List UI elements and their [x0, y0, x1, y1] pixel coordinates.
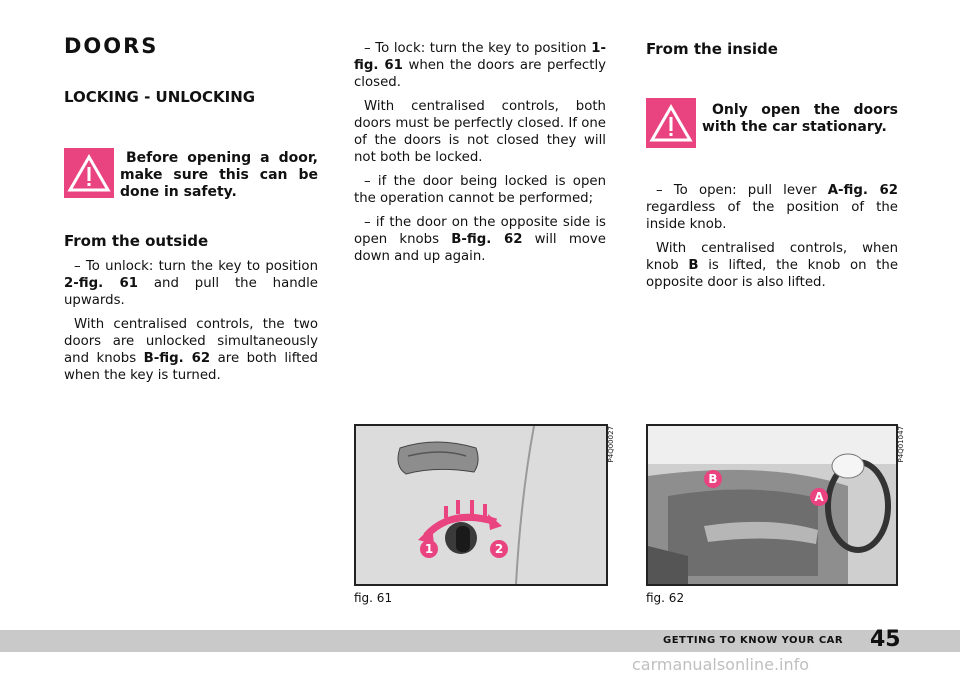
figure-label: fig. 62: [646, 591, 685, 605]
subheading-outside: From the outside: [64, 232, 209, 250]
page-number: 45: [870, 627, 901, 652]
warning-icon: [64, 148, 114, 198]
page-title: DOORS: [64, 34, 159, 58]
paragraph: – To lock: turn the key to position 1-fig. 61 when the doors are perfectly closed.: [354, 41, 607, 90]
figure-62-inside-door: [646, 424, 898, 586]
warning-text: Only open the doors with the car stationary.: [702, 102, 898, 135]
text-col2: [354, 40, 606, 272]
section-heading: LOCKING - UNLOCKING: [64, 88, 256, 106]
paragraph: – if the door on the opposite side is open knobs B-fig. 62 will move down and up again.: [354, 215, 606, 264]
paragraph: With centralised controls, the two doors are unlocked simultaneously and knobs B-fig. 62 are both lifted when the key is turned.: [64, 317, 318, 383]
warning-icon: [646, 98, 696, 148]
figure-61-key-lock: [354, 424, 608, 586]
footer-section-title: GETTING TO KNOW YOUR CAR: [663, 635, 844, 646]
warning-text: Before opening a door, make sure this can be done in safety.: [120, 150, 318, 200]
paragraph: – To unlock: turn the key to position 2-fig. 61 and pull the handle upwards.: [64, 259, 318, 308]
warning-box-inside: [646, 98, 898, 148]
marker-a: A: [810, 488, 828, 506]
text-col1: [64, 258, 318, 391]
figure-code: P4Q01047: [897, 426, 905, 463]
paragraph: – To open: pull lever A-fig. 62 regardless of the position of the inside knob.: [646, 183, 898, 232]
text-col3: [646, 182, 898, 298]
paragraph: With centralised controls, when knob B is lifted, the knob on the opposite door is also lifted.: [646, 241, 898, 290]
paragraph: With centralised controls, both doors must be perfectly closed. If one of the doors is not closed they will not both be locked.: [354, 99, 606, 165]
marker-b: B: [704, 470, 722, 488]
paragraph: – if the door being locked is open the operation cannot be performed;: [354, 174, 606, 206]
marker-2: 2: [490, 540, 508, 558]
warning-box-outside: [64, 148, 318, 201]
figure-code: P4Q00027: [607, 426, 615, 463]
watermark: carmanualsonline.info: [632, 655, 810, 674]
figure-label: fig. 61: [354, 591, 393, 605]
subheading-inside: From the inside: [646, 40, 778, 58]
marker-1: 1: [420, 540, 438, 558]
